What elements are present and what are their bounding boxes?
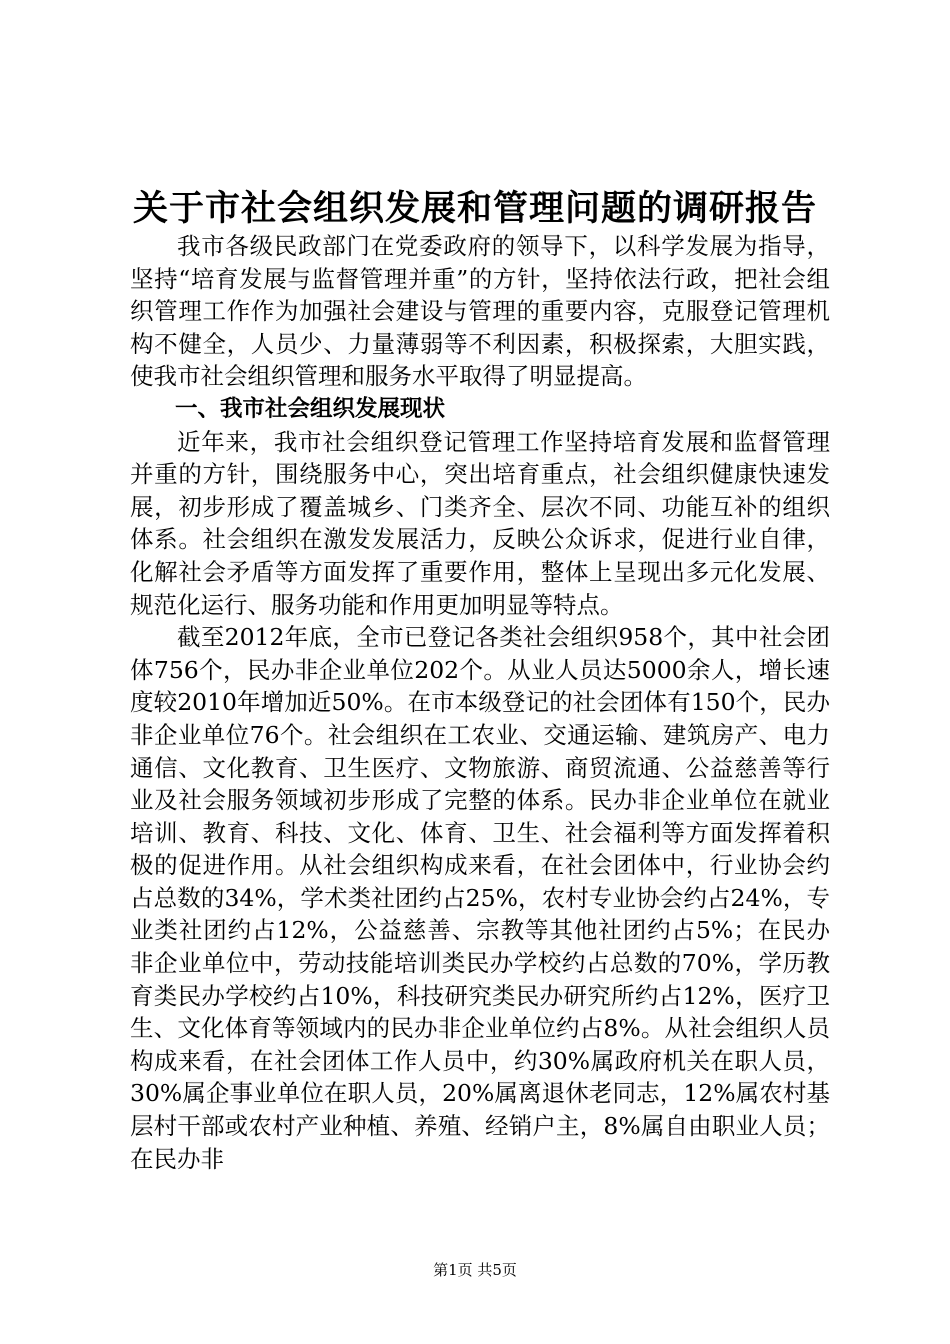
page-footer: 第1页 共5页 xyxy=(433,1261,517,1279)
section-heading: 一、我市社会组织发展现状 xyxy=(175,395,446,422)
paragraph-statistics: 截至2012年底，全市已登记各类社会组织958个，其中社会团体756个，民办非企业单位202个。从业人员达5000余人，增长速度较2010年增加近50%。在市本级登记的社会团体有150个，民办非企业单位76个。社会组织在工农业、交通运输、建筑房产、电力通信、文化教育、卫生医疗、文物旅游、商贸流通、公益慈善等行业及社会服务领域初步形成了完整的体系。民办非企业单位在就业培训、教育、科技、文化、体育、卫生、社会福利等方面发挥着积极的促进作用。从社会组织构成来看，在社会团体中，行业协会约占总数的34%，学术类社团约占25%，农村专业协会约占24%，专业类社团约占12%，公益慈善、宗教等其他社团约占5%；在民办非企业单位中，劳动技能培训类民办学校约占总数的70%，学历教育类民办学校约占10%，科技研究类民办研究所约占12%，医疗卫生、文化体育等领域内的民办非企业单位约占8%。从社会组织人员构成来看，在社会团体工作人员中，约30%属政府机关在职人员，30%属企事业单位在职人员，20%属离退休老同志，12%属农村基层村干部或农村产业种植、养殖、经销户主，8%属自由职业人员；在民办非 xyxy=(130,623,830,1173)
document-body xyxy=(130,230,830,1175)
document-title: 关于市社会组织发展和管理问题的调研报告 xyxy=(132,189,817,229)
paragraph-status: 近年来，我市社会组织登记管理工作坚持培育发展和监督管理并重的方针，围绕服务中心，突出培育重点，社会组织健康快速发展，初步形成了覆盖城乡、门类齐全、层次不同、功能互补的组织体系。社会组织在激发发展活力，反映公众诉求，促进行业自律，化解社会矛盾等方面发挥了重要作用，整体上呈现出多元化发展、规范化运行、服务功能和作用更加明显等特点。 xyxy=(130,427,830,619)
paragraph-intro: 我市各级民政部门在党委政府的领导下，以科学发展为指导，坚持“培育发展与监督管理并重”的方针，坚持依法行政，把社会组织管理工作作为加强社会建设与管理的重要内容，克服登记管理机构不健全，人员少、力量薄弱等不利因素，积极探索，大胆实践，使我市社会组织管理和服务水平取得了明显提高。 xyxy=(130,232,830,391)
